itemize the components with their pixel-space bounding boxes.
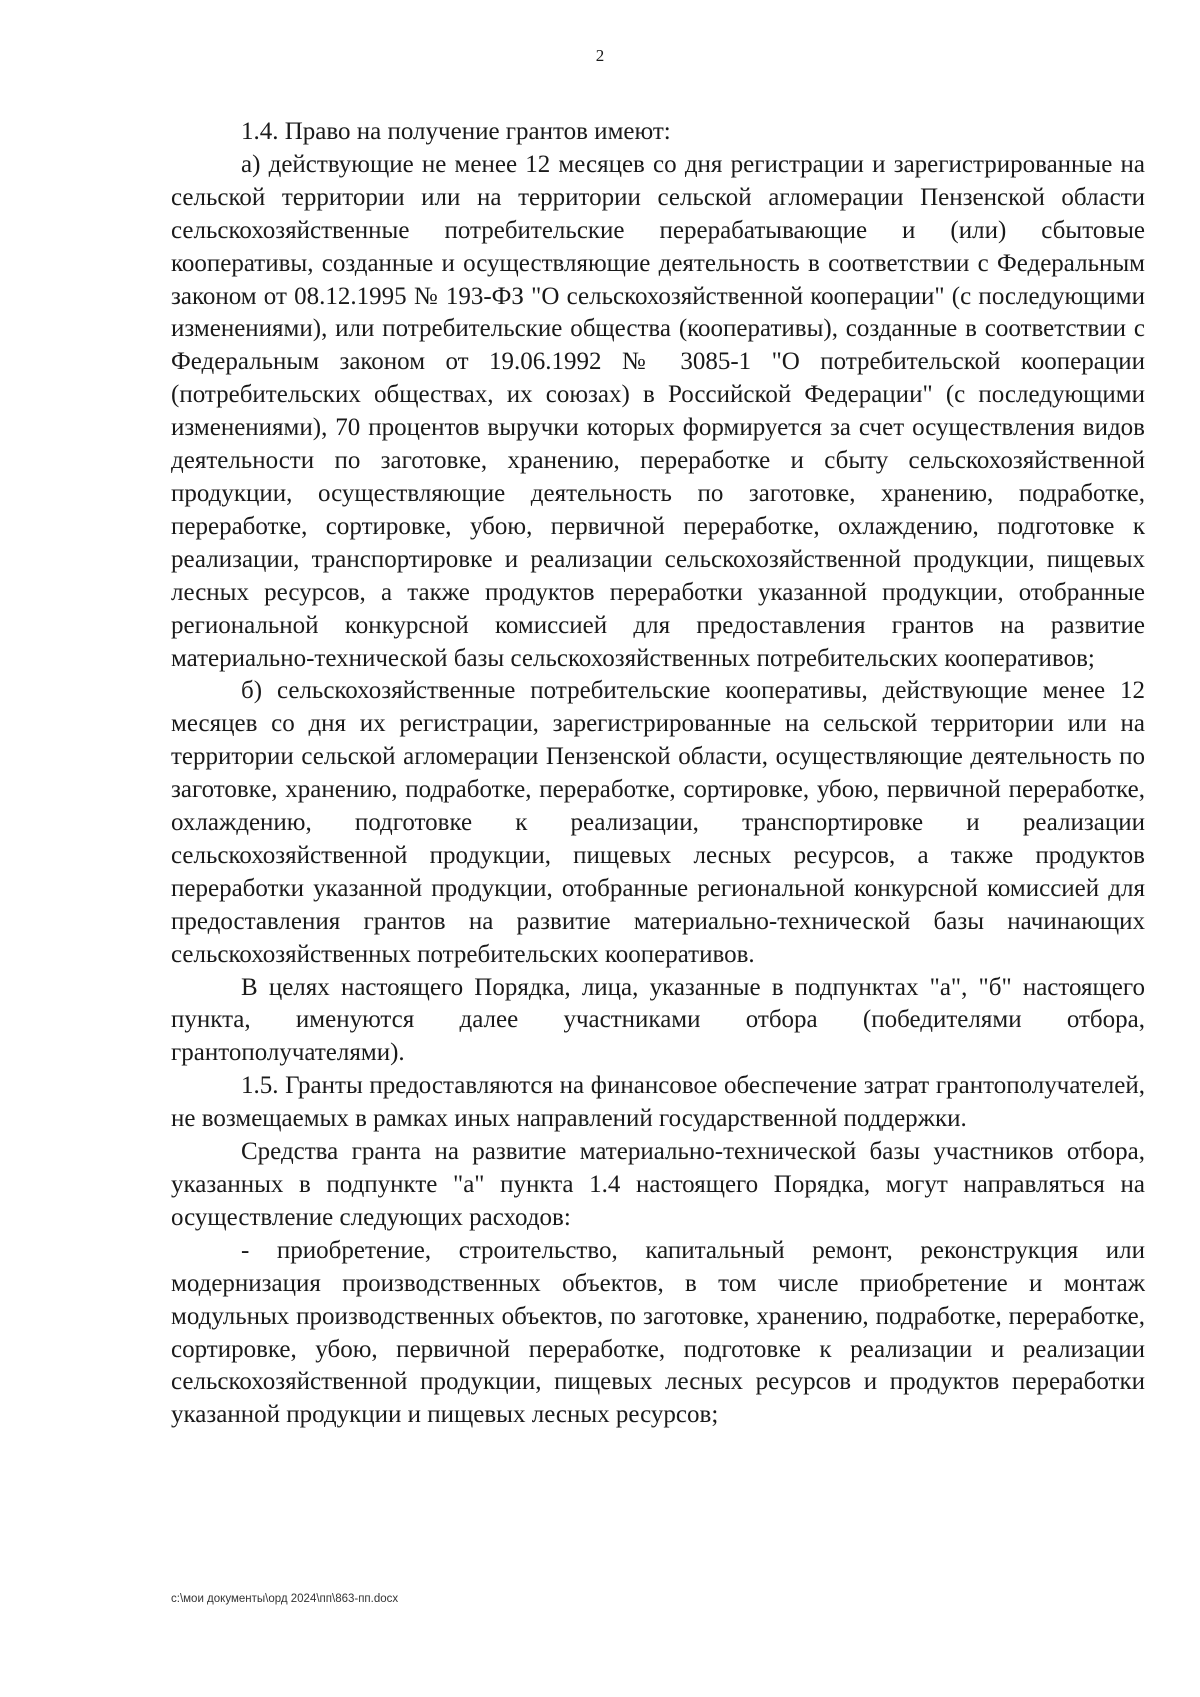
paragraph-grant-funds: Средства гранта на развитие материально-технической базы участников отбора, указанных в подпункте "а" пункта 1.4 настоящего Порядка, могут направляться на осуществление следующих расходов: [171,1138,1145,1231]
paragraph-subpoint-a: а) действующие не менее 12 месяцев со дня регистрации и зарегистрированные на сельской территории или на территории сельской агломерации Пензенской области сельскохозяйственные потребительские перерабатывающие и (или) сбытовые кооперативы, созданные и осуществляющие деятельность в соответствии с Федеральным законом от 08.12.1995 № 193-ФЗ "О сельскохозяйственной кооперации" (с последующими изменениями), или потребительские общества (кооперативы), созданные в соответствии с Федеральным законом от 19.06.1992 № 3085-1 "О потребительской кооперации (потребительских обществах, их союзах) в Российской Федерации" (с последующими изменениями), 70 процентов выручки которых формируется за счет осуществления видов деятельности по заготовке, хранению, переработке и сбыту сельскохозяйственной продукции, осуществляющие деятельность по заготовке, хранению, подработке, переработке, сортировке, убою, первичной переработке, охлаждению, подготовке к реализации, транспортировке и реализации сельскохозяйственной продукции, пищевых лесных ресурсов, а также продуктов переработки указанной продукции, отобранные региональной конкурсной комиссией для предоставления грантов на развитие материально-технической базы сельскохозяйственных потребительских кооперативов; [171,150,1145,672]
paragraph-expense-item: - приобретение, строительство, капитальный ремонт, реконструкция или модернизация производственных объектов, в том числе приобретение и монтаж модульных производственных объектов, по заготовке, хранению, подработке, переработке, сортировке, убою, первичной переработке, подготовке к реализации и реализации сельскохозяйственной продукции, пищевых лесных ресурсов и продуктов переработки указанной продукции и пищевых лесных ресурсов; [171,1236,1145,1429]
paragraph-1-5: 1.5. Гранты предоставляются на финансовое обеспечение затрат грантополучателей, не возмещаемых в рамках иных направлений государственной поддержки. [171,1072,1145,1133]
footer-file-path: c:\мои документы\орд 2024\пп\863-пп.docx [171,1593,399,1605]
document-body [171,116,1145,1432]
page-number: 2 [595,46,605,65]
paragraph-1-4-heading: 1.4. Право на получение грантов имеют: [241,118,671,145]
paragraph-subpoint-b: б) сельскохозяйственные потребительские кооперативы, действующие менее 12 месяцев со дня их регистрации, зарегистрированные на сельской территории или на территории сельской агломерации Пензенской области, осуществляющие деятельность по заготовке, хранению, подработке, переработке, сортировке, убою, первичной переработке, охлаждению, подготовке к реализации, транспортировке и реализации сельскохозяйственной продукции, пищевых лесных ресурсов, а также продуктов переработки указанной продукции, отобранные региональной конкурсной комиссией для предоставления грантов на развитие материально-технической базы начинающих сельскохозяйственных потребительских кооперативов. [171,677,1145,968]
paragraph-definition: В целях настоящего Порядка, лица, указанные в подпунктах "а", "б" настоящего пункта, именуются далее участниками отбора (победителями отбора, грантополучателями). [171,973,1145,1067]
